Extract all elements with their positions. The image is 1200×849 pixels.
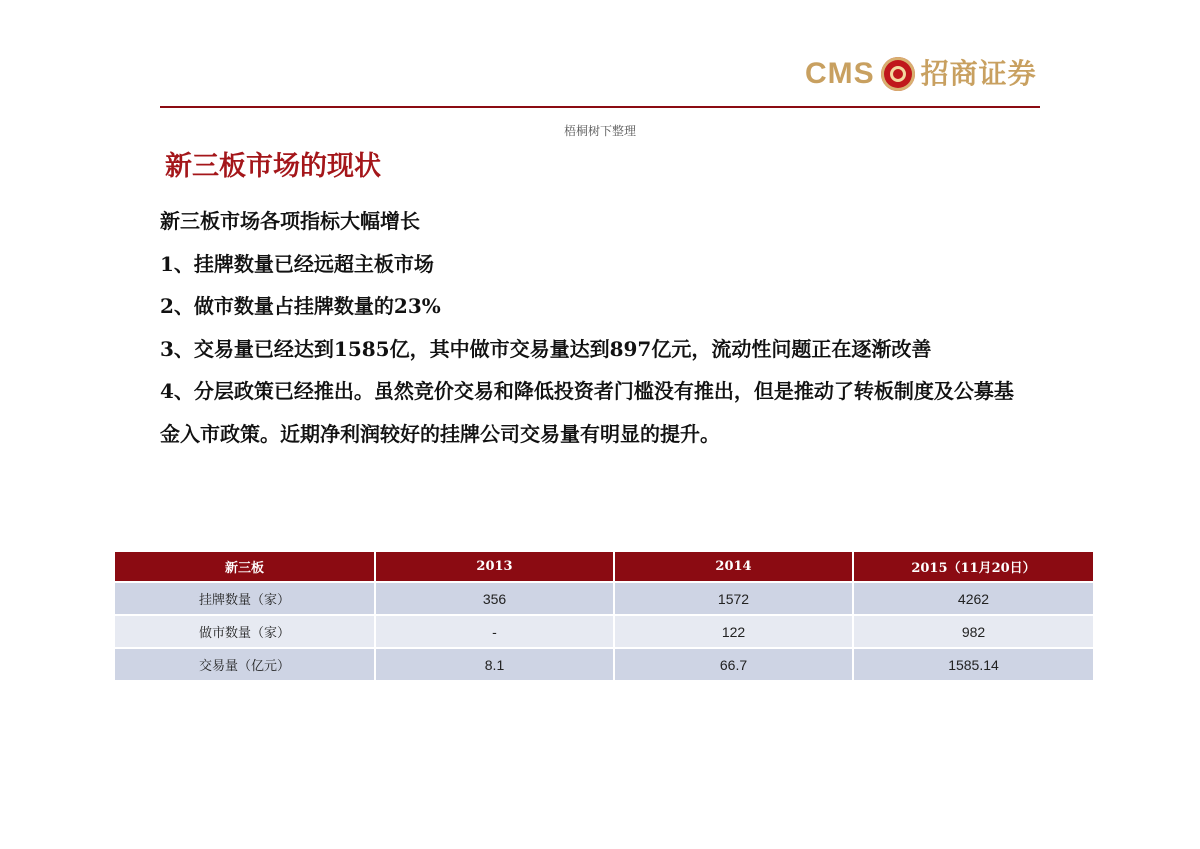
- table-row: [115, 648, 1093, 680]
- table-cell: 356: [375, 582, 614, 615]
- table-header-cell: 2015（11月20日）: [853, 552, 1093, 582]
- source-note: 梧桐树下整理: [563, 124, 636, 138]
- table-row-label: 交易量（亿元）: [115, 648, 375, 680]
- table-row-label: 挂牌数量（家）: [115, 582, 375, 615]
- table-cell: 1572: [614, 582, 853, 615]
- table-row: [115, 582, 1093, 615]
- company-logo: [805, 52, 1037, 96]
- header-divider: [160, 106, 1040, 108]
- table-row: [115, 615, 1093, 648]
- table-header-cell: 2013: [375, 552, 614, 582]
- table-cell: 982: [853, 615, 1093, 648]
- table-cell: 4262: [853, 582, 1093, 615]
- table-row-label: 做市数量（家）: [115, 615, 375, 648]
- paragraph-point-3: 3、交易量已经达到1585亿，其中做市交易量达到897亿元，流动性问题正在逐渐改善: [160, 336, 932, 361]
- logo-company-name: 招商证券: [920, 57, 1037, 90]
- statistics-table: [115, 552, 1093, 680]
- table-cell: 122: [614, 615, 853, 648]
- logo-emblem-icon: [881, 57, 915, 91]
- table-cell: 66.7: [614, 648, 853, 680]
- logo-cms-text: CMS: [805, 57, 875, 90]
- paragraph-point-2: 2、做市数量占挂牌数量的23%: [160, 294, 441, 318]
- table-cell: 8.1: [375, 648, 614, 680]
- table-header-cell: 2014: [614, 552, 853, 582]
- paragraph-intro: 新三板市场各项指标大幅增长: [160, 209, 420, 233]
- page-title: 新三板市场的现状: [165, 151, 381, 182]
- body-text: [160, 200, 1030, 455]
- table-cell: 1585.14: [853, 648, 1093, 680]
- table-header-row: [115, 552, 1093, 582]
- table-cell: -: [375, 615, 614, 648]
- paragraph-point-1: 1、挂牌数量已经远超主板市场: [160, 251, 434, 276]
- paragraph-point-4: 4、分层政策已经推出。虽然竞价交易和降低投资者门槛没有推出，但是推动了转板制度及公募基金入市政策。近期净利润较好的挂牌公司交易量有明显的提升。: [160, 379, 1014, 446]
- table-header-cell: 新三板: [115, 552, 375, 582]
